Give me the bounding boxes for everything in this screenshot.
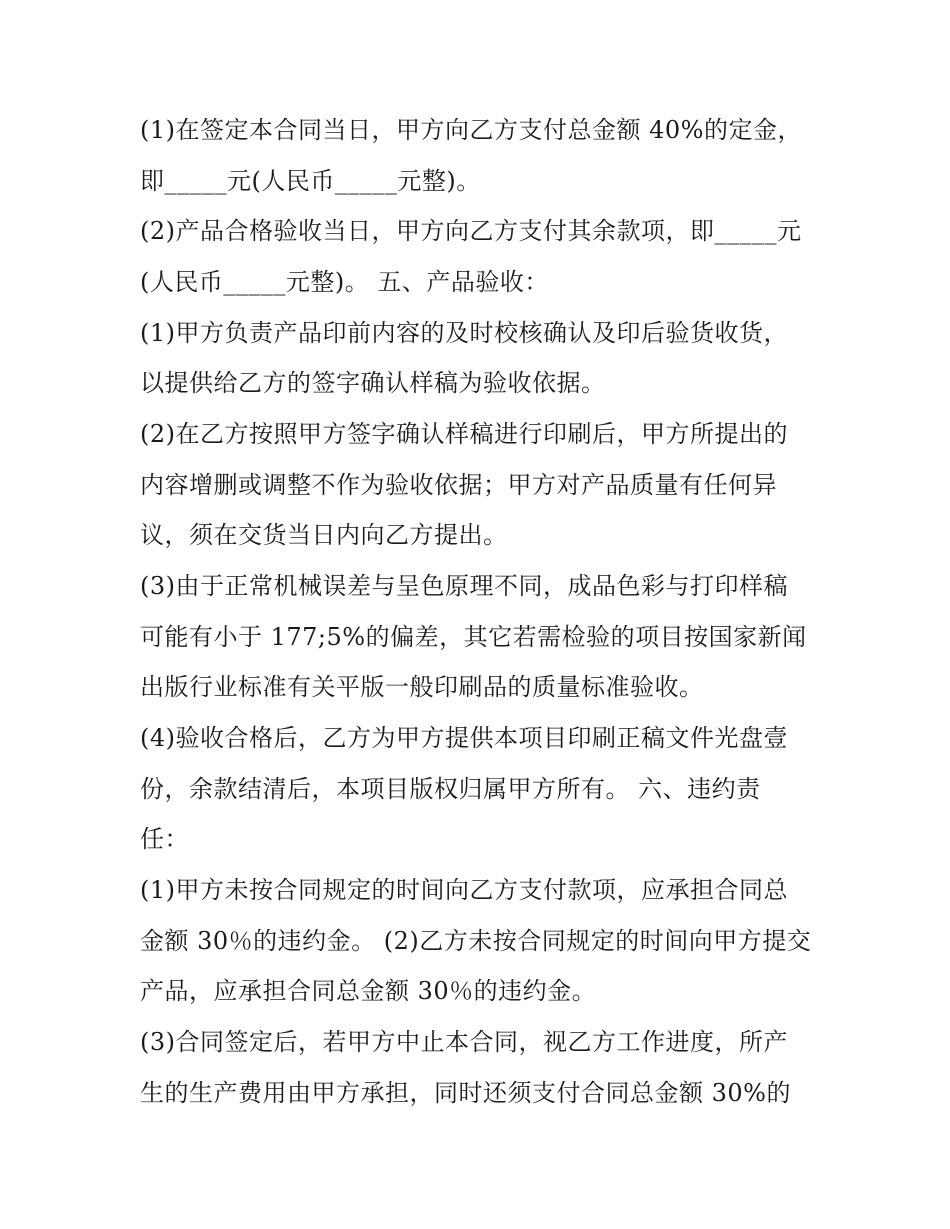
text-line: 任：	[140, 825, 189, 853]
text-line: 份，余款结清后，本项目版权归属甲方所有。 六、违约责	[140, 775, 761, 803]
text-line: (1)在签定本合同当日，甲方向乙方支付总金额 40%的定金，	[140, 116, 802, 144]
text-line: (2)在乙方按照甲方签字确认样稿进行印刷后，甲方所提出的	[140, 420, 788, 448]
text-line: 以提供给乙方的签字确认样稿为验收依据。	[140, 369, 606, 397]
text-line: 即_____元(人民币_____元整)。	[140, 167, 481, 195]
text-line: (人民币_____元整)。 五、产品验收：	[140, 268, 549, 296]
text-line: 议，须在交货当日内向乙方提出。	[140, 521, 508, 549]
text-line: 可能有小于 177;5%的偏差，其它若需检验的项目按国家新闻	[140, 623, 807, 651]
text-line: (3)由于正常机械误差与呈色原理不同，成品色彩与打印样稿	[140, 572, 788, 600]
text-line: (2)产品合格验收当日，甲方向乙方支付其余款项，即_____元	[140, 217, 802, 245]
text-line: 生的生产费用由甲方承担，同时还须支付合同总金额 30%的	[140, 1079, 791, 1107]
text-line: (3)合同签定后，若甲方中止本合同，视乙方工作进度，所产	[140, 1028, 788, 1056]
text-line: (1)甲方负责产品印前内容的及时校核确认及印后验货收货，	[140, 319, 788, 347]
text-line: (4)验收合格后，乙方为甲方提供本项目印刷正稿文件光盘壹	[140, 724, 788, 752]
text-line: 出版行业标准有关平版一般印刷品的质量标准验收。	[140, 673, 704, 701]
text-line: (1)甲方未按合同规定的时间向乙方支付款项，应承担合同总	[140, 876, 788, 904]
text-line: 产品，应承担合同总金额 30％的违约金。	[140, 977, 597, 1005]
text-line: 内容增删或调整不作为验收依据；甲方对产品质量有任何异	[140, 471, 777, 499]
text-line: 金额 30％的违约金。 (2)乙方未按合同规定的时间向甲方提交	[140, 927, 812, 955]
